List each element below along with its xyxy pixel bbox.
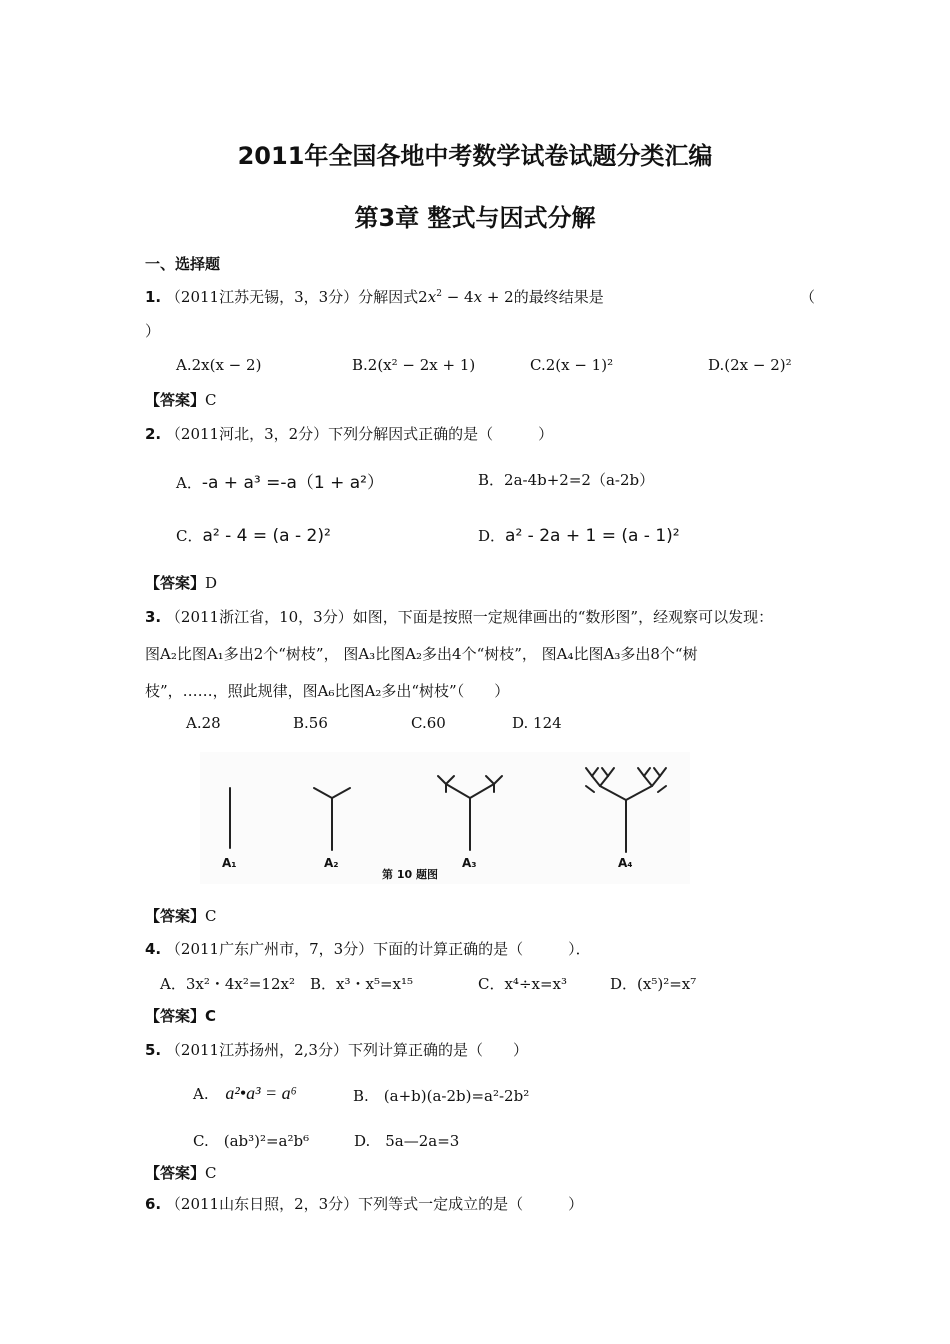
option-c: C．x⁴÷x=x³ — [478, 975, 568, 993]
question-text: （2011山东日照，2，3分）下列等式一定成立的是（ ） — [165, 1195, 584, 1213]
question-2 — [145, 423, 553, 444]
question-text: （2011江苏扬州，2,3分）下列计算正确的是（ ） — [165, 1041, 528, 1059]
document-title: 2011年全国各地中考数学试卷试题分类汇编 — [237, 142, 713, 170]
answer-q1 — [145, 389, 217, 410]
answer-label: 【答案】 — [145, 574, 206, 592]
option-c: C. (ab³)²=a²b⁶ — [193, 1132, 310, 1150]
question-number: 2. — [145, 425, 162, 443]
question-text: （2011河北，3，2分）下列分解因式正确的是（ ） — [165, 425, 554, 443]
question-number: 6. — [145, 1195, 162, 1213]
question-number: 4. — [145, 940, 162, 958]
figure-label-a2: A₂ — [324, 856, 339, 870]
figure-label-a1: A₁ — [222, 856, 237, 870]
option-b: B．x³・x⁵=x¹⁵ — [310, 975, 414, 993]
option-b: B. (a+b)(a-2b)=a²-2b² — [353, 1087, 530, 1105]
question-6 — [145, 1193, 583, 1214]
question-3-line-3: 枝”，……，照此规律，图A₆比图A₂多出“树枝”（ ） — [145, 682, 510, 700]
option-label: C． — [176, 527, 203, 545]
option-a: A.28 — [186, 714, 221, 732]
answer-value: D — [205, 574, 218, 592]
answer-value: C — [205, 391, 217, 409]
option-label: A. — [193, 1085, 209, 1103]
section-heading: 一、选择题 — [145, 255, 221, 273]
question-text: + 2的最终结果是 — [482, 288, 604, 306]
option-math: a²•a³ = a⁶ — [225, 1083, 297, 1103]
figure-background — [200, 752, 690, 884]
answer-value: C — [205, 1007, 217, 1025]
figure-caption: 第 10 题图 — [382, 868, 438, 881]
option-label: D． — [478, 527, 506, 545]
answer-value: C — [205, 907, 217, 925]
question-3-line-2: 图A₂比图A₁多出2个“树枝”， 图A₃比图A₂多出4个“树枝”， 图A₄比图A₃多出8个“树 — [145, 645, 698, 663]
figure-label-a3: A₃ — [462, 856, 477, 870]
option-d: D. 124 — [512, 714, 562, 732]
chapter-title: 第3章 整式与因式分解 — [354, 204, 596, 232]
option-label: A． — [176, 474, 202, 492]
answer-q4 — [145, 1005, 216, 1026]
answer-label: 【答案】 — [145, 391, 206, 409]
question-4 — [145, 938, 591, 959]
question-5 — [145, 1039, 528, 1060]
tree-figure-drawing — [200, 752, 690, 884]
answer-q5 — [145, 1162, 217, 1183]
option-a — [176, 468, 384, 493]
option-a: A．3x²・4x²=12x² — [160, 975, 295, 993]
question-text: （2011江苏无锡，3，3分）分解因式2 — [165, 288, 428, 306]
question-3 — [145, 606, 773, 627]
option-c — [176, 525, 331, 546]
option-math: -a + a³ =-a（1 + a²） — [201, 473, 384, 493]
question-text: （2011广东广州市，7，3分）下面的计算正确的是（ ）． — [165, 940, 591, 958]
option-math: a² - 4 = (a - 2)² — [202, 526, 331, 546]
answer-paren-open: （ — [800, 288, 816, 306]
option-d — [478, 525, 680, 546]
answer-paren-close: ） — [145, 322, 161, 340]
option-math: a² - 2a + 1 = (a - 1)² — [505, 526, 680, 546]
option-c: C.60 — [411, 714, 446, 732]
question-number: 1. — [145, 288, 162, 306]
option-b: B.56 — [293, 714, 328, 732]
question-text: （2011浙江省，10，3分）如图，下面是按照一定规律画出的“数形图”，经观察可以发现： — [165, 608, 774, 626]
option-c: C.2(x − 1)² — [530, 356, 614, 374]
answer-label: 【答案】 — [145, 1007, 206, 1025]
question-text: − 4 — [441, 288, 474, 306]
answer-label: 【答案】 — [145, 907, 206, 925]
answer-label: 【答案】 — [145, 1164, 206, 1182]
option-d: D. 5a—2a=3 — [354, 1132, 460, 1150]
option-d: D.(2x − 2)² — [708, 356, 792, 374]
option-d: D．(x⁵)²=x⁷ — [610, 975, 697, 993]
answer-q3 — [145, 905, 217, 926]
question-1: 1. （2011江苏无锡，3，3分）分解因式$2x^2 - 4x + 2$的最终结果是 — [145, 288, 604, 306]
option-a — [193, 1083, 297, 1104]
option-b: B.2(x² − 2x + 1) — [352, 356, 476, 374]
answer-value: C — [205, 1164, 217, 1182]
answer-q2 — [145, 572, 217, 593]
tree-figure — [200, 752, 690, 884]
option-a: A.2x(x − 2) — [176, 356, 262, 374]
question-number: 3. — [145, 608, 162, 626]
figure-label-a4: A₄ — [618, 856, 633, 870]
option-b: B．2a-4b+2=2（a-2b） — [478, 471, 655, 489]
question-number: 5. — [145, 1041, 162, 1059]
